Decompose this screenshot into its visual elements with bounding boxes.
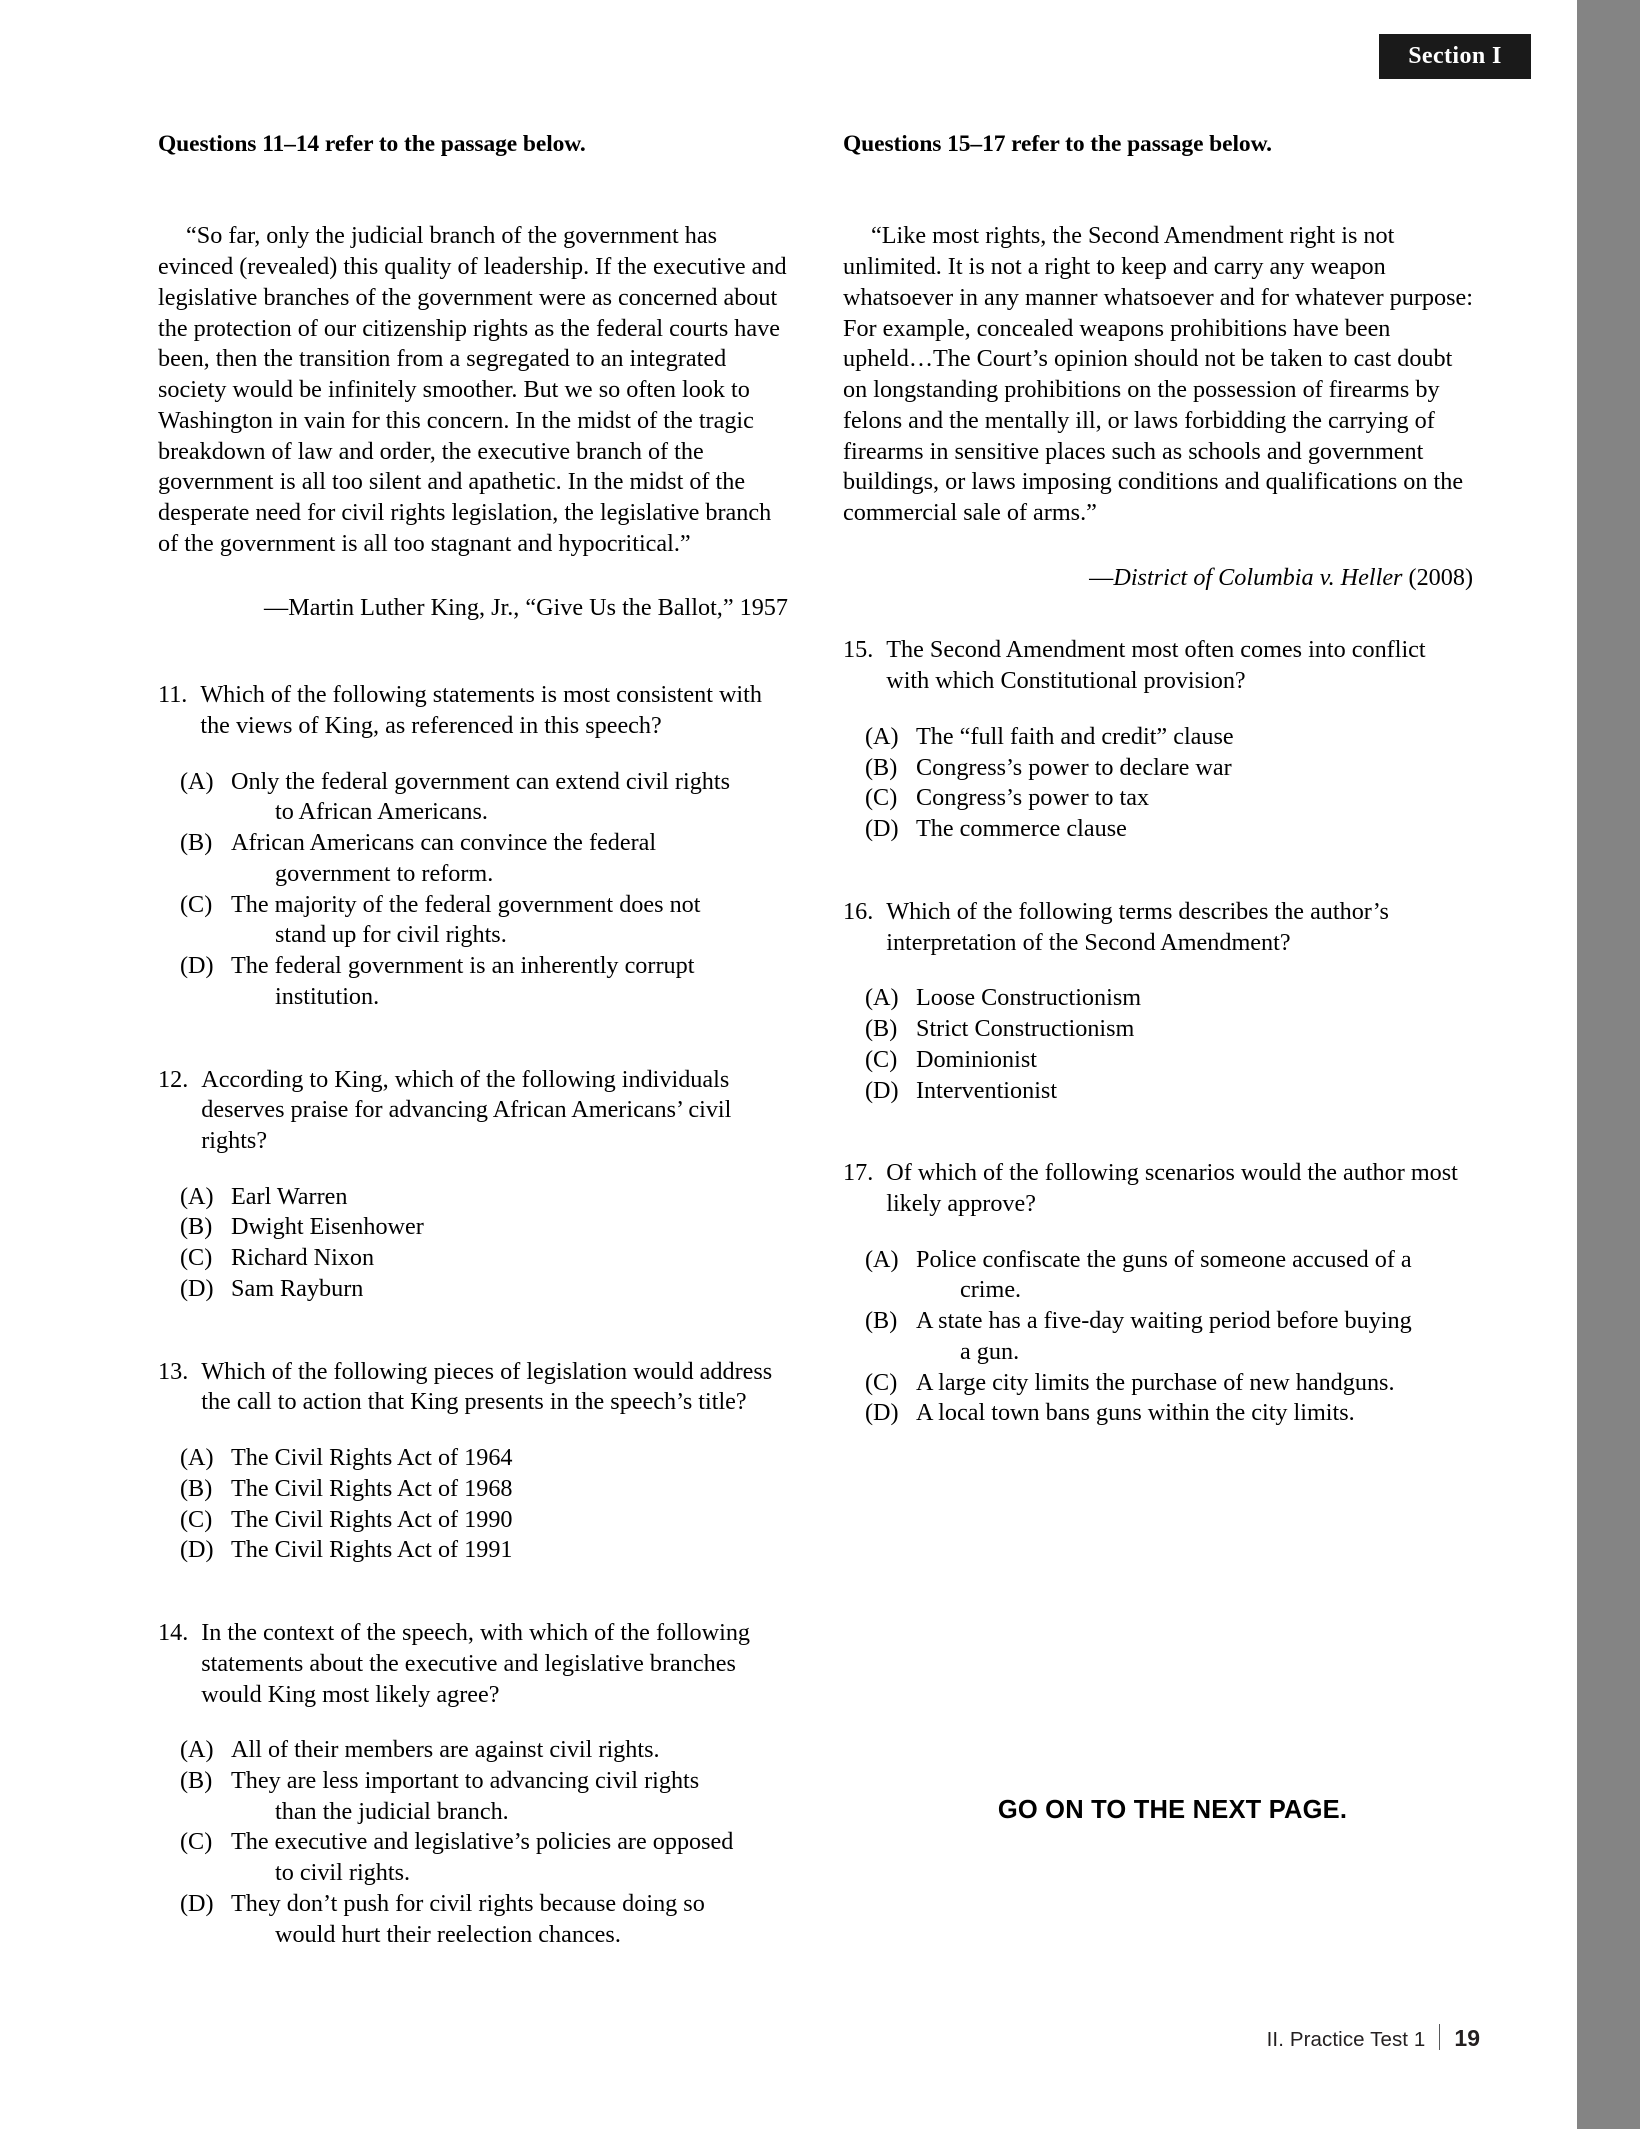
question-block — [843, 635, 1473, 844]
option-letter: (D) — [180, 952, 214, 980]
option-line-2: to civil rights. — [275, 1859, 411, 1887]
option-line-2: than the judicial branch. — [275, 1797, 509, 1825]
answer-option[interactable] — [180, 767, 788, 828]
answer-option[interactable] — [180, 1535, 788, 1566]
question-stem-row — [843, 1158, 1473, 1219]
option-letter: (A) — [180, 1736, 214, 1764]
option-letter: (B) — [180, 1213, 213, 1241]
answer-option[interactable] — [180, 1766, 788, 1827]
question-block — [843, 1158, 1473, 1429]
option-letter: (C) — [180, 1828, 213, 1856]
option-line-2: government to reform. — [275, 859, 494, 887]
question-number: 14. — [158, 1619, 189, 1647]
question-number: 15. — [843, 636, 874, 664]
answer-option[interactable] — [865, 1306, 1473, 1367]
option-letter: (A) — [180, 1444, 214, 1472]
option-text: Dominionist — [916, 1045, 1037, 1073]
left-passage-text: “So far, only the judicial branch of the government has evinced (revealed) this quality of leadership. If the executive and legislative branches of the government were as concerned about the protection of our citizenship rights as the federal courts have been, then the transition from a segregated to an integrated society would be infinitely smoother. But we so often look to Washington in vain for this concern. In the midst of the tragic breakdown of law and order, the executive branch of the government is all too silent and apathetic. In the midst of the desperate need for civil rights legislation, the legislative branch of the government is all too stagnant and hypocritical.” — [158, 222, 787, 557]
answer-option[interactable] — [180, 1243, 788, 1274]
option-text: The Civil Rights Act of 1968 — [231, 1474, 513, 1502]
question-stem: The Second Amendment most often comes into conflict with which Constitutional provision? — [886, 636, 1426, 695]
option-letter: (C) — [865, 784, 898, 812]
question-stem-row — [158, 680, 788, 741]
option-line-1: A state has a five-day waiting period before buying — [916, 1307, 1412, 1335]
answer-option[interactable] — [865, 783, 1473, 814]
question-number: 16. — [843, 897, 874, 925]
right-passage-heading: Questions 15–17 refer to the passage below. — [843, 131, 1272, 157]
question-stem: Of which of the following scenarios would the author most likely approve? — [886, 1159, 1458, 1217]
answer-option[interactable] — [180, 1274, 788, 1305]
go-on-to-next-page-notice: GO ON TO THE NEXT PAGE. — [997, 1796, 1348, 1824]
answer-option[interactable] — [180, 1474, 788, 1505]
right-column — [843, 130, 1473, 1950]
option-letter: (B) — [180, 829, 213, 857]
option-text — [227, 828, 788, 889]
question-stem: Which of the following statements is most consistent with the views of King, as referenced in this speech? — [200, 681, 762, 739]
attribution-year: (2008) — [1402, 563, 1473, 591]
answer-option[interactable] — [180, 1505, 788, 1536]
option-letter: (D) — [865, 815, 899, 843]
answer-option[interactable] — [180, 1827, 788, 1888]
option-line-2: to African Americans. — [275, 798, 488, 826]
answer-option[interactable] — [180, 1212, 788, 1243]
option-text: The Civil Rights Act of 1990 — [231, 1505, 513, 1533]
option-line-2: stand up for civil rights. — [275, 921, 507, 949]
option-text: A large city limits the purchase of new handguns. — [916, 1368, 1395, 1396]
answer-option[interactable] — [865, 753, 1473, 784]
question-block — [843, 897, 1473, 1106]
option-text: Sam Rayburn — [231, 1274, 364, 1302]
answer-option[interactable] — [865, 722, 1473, 753]
option-line-2: institution. — [275, 982, 380, 1010]
option-letter: (C) — [180, 890, 213, 918]
option-letter: (B) — [865, 753, 898, 781]
answer-option[interactable] — [180, 1182, 788, 1213]
page-footer — [900, 2020, 1480, 2052]
question-block — [158, 680, 788, 1012]
option-letter: (D) — [180, 1536, 214, 1564]
option-letter: (C) — [180, 1244, 213, 1272]
option-text: The “full faith and credit” clause — [916, 722, 1234, 750]
option-letter: (D) — [865, 1399, 899, 1427]
question-stem-row — [843, 635, 1473, 696]
question-number: 13. — [158, 1357, 189, 1385]
answer-option[interactable] — [865, 814, 1473, 845]
answer-option[interactable] — [865, 1076, 1473, 1107]
option-letter: (B) — [865, 1015, 898, 1043]
option-line-1: Police confiscate the guns of someone accused of a — [916, 1245, 1412, 1273]
option-text — [227, 767, 788, 828]
answer-option[interactable] — [180, 1889, 788, 1950]
option-line-2: a gun. — [960, 1337, 1020, 1365]
option-line-2: crime. — [960, 1276, 1022, 1304]
answer-option[interactable] — [180, 1735, 788, 1766]
question-stem: Which of the following terms describes the author’s interpretation of the Second Amendment? — [886, 897, 1389, 956]
option-line-1: They are less important to advancing civil rights — [231, 1767, 700, 1795]
question-number: 11. — [158, 681, 188, 709]
option-text: Interventionist — [916, 1076, 1058, 1104]
answer-option[interactable] — [865, 1014, 1473, 1045]
option-letter: (A) — [180, 1182, 214, 1210]
option-letter: (D) — [865, 1076, 899, 1104]
answer-options — [843, 983, 1473, 1106]
option-line-1: The executive and legislative’s policies are opposed — [231, 1828, 734, 1856]
answer-option[interactable] — [865, 1045, 1473, 1076]
option-letter: (A) — [865, 1245, 899, 1273]
answer-option[interactable] — [180, 890, 788, 951]
option-text — [227, 1766, 788, 1827]
attribution-case-name: District of Columbia v. Heller — [1113, 563, 1403, 591]
section-badge: Section I — [1379, 34, 1531, 79]
answer-options — [158, 1735, 788, 1950]
option-text — [227, 890, 788, 951]
right-passage-attribution — [843, 563, 1473, 594]
option-letter: (A) — [865, 722, 899, 750]
option-letter: (A) — [180, 767, 214, 795]
question-number: 17. — [843, 1159, 874, 1187]
left-column — [158, 130, 788, 1950]
question-block — [158, 1065, 788, 1305]
option-text: Earl Warren — [231, 1182, 348, 1210]
question-block — [158, 1618, 788, 1950]
question-stem: In the context of the speech, with which of the following statements about the executive and legislative branches would King most likely agree? — [201, 1619, 751, 1708]
option-line-1: The majority of the federal government does not — [231, 890, 701, 918]
question-stem-row — [158, 1357, 788, 1418]
option-text — [227, 1827, 788, 1888]
option-text — [912, 1306, 1473, 1367]
option-text: Loose Constructionism — [916, 984, 1142, 1012]
option-letter: (C) — [865, 1045, 898, 1073]
option-line-1: African Americans can convince the federal — [231, 829, 657, 857]
answer-option[interactable] — [180, 1443, 788, 1474]
attribution-dash: — — [1089, 563, 1114, 591]
question-stem-row — [843, 897, 1473, 958]
option-text: Congress’s power to declare war — [916, 753, 1232, 781]
option-text: All of their members are against civil rights. — [231, 1736, 660, 1764]
option-line-1: The federal government is an inherently corrupt — [231, 952, 695, 980]
option-text: A local town bans guns within the city limits. — [916, 1399, 1355, 1427]
option-line-1: They don’t push for civil rights because doing so — [231, 1889, 705, 1917]
question-stem-row — [158, 1618, 788, 1710]
answer-options — [158, 767, 788, 1013]
question-block — [158, 1357, 788, 1566]
option-letter: (B) — [180, 1767, 213, 1795]
answer-options — [158, 1182, 788, 1305]
answer-options — [843, 722, 1473, 845]
two-column-body — [158, 130, 1473, 1950]
option-text: Congress’s power to tax — [916, 784, 1150, 812]
footer-divider — [1439, 2024, 1440, 2050]
option-text: The Civil Rights Act of 1991 — [231, 1536, 513, 1564]
option-text: The Civil Rights Act of 1964 — [231, 1444, 513, 1472]
right-edge-gray-bar — [1577, 0, 1640, 2129]
option-letter: (B) — [180, 1474, 213, 1502]
answer-options — [843, 1245, 1473, 1429]
option-letter: (B) — [865, 1307, 898, 1335]
question-number: 12. — [158, 1065, 189, 1093]
option-text: Dwight Eisenhower — [231, 1213, 424, 1241]
right-passage-text: “Like most rights, the Second Amendment right is not unlimited. It is not a right to keep and carry any weapon whatsoever in any manner whatsoever and for whatever purpose: For example, concealed weapons prohibitions have been upheld…The Court’s opinion should not be taken to cast doubt on longstanding prohibitions on the possession of firearms by felons and the mentally ill, or laws forbidding the carrying of firearms in sensitive places such as schools and government buildings, or laws imposing conditions and qualifications on the commercial sale of arms.” — [843, 222, 1473, 526]
question-stem: Which of the following pieces of legislation would address the call to action that King presents in the speech’s title? — [201, 1357, 773, 1416]
question-stem-row — [158, 1065, 788, 1157]
option-letter: (C) — [180, 1505, 213, 1533]
option-text — [227, 1889, 788, 1950]
answer-option[interactable] — [865, 983, 1473, 1014]
question-stem: According to King, which of the following individuals deserves praise for advancing African Americans’ civil rights? — [201, 1065, 732, 1154]
answer-options — [158, 1443, 788, 1566]
answer-option[interactable] — [180, 951, 788, 1012]
option-letter: (A) — [865, 984, 899, 1012]
left-passage-attribution: —Martin Luther King, Jr., “Give Us the Ballot,” 1957 — [264, 594, 788, 622]
option-text — [912, 1245, 1473, 1306]
answer-option[interactable] — [865, 1245, 1473, 1306]
option-text — [227, 951, 788, 1012]
answer-option[interactable] — [865, 1368, 1473, 1399]
option-letter: (D) — [180, 1889, 214, 1917]
footer-breadcrumb: II. Practice Test 1 — [1266, 2028, 1426, 2051]
left-passage-heading: Questions 11–14 refer to the passage below. — [158, 131, 586, 157]
option-text: The commerce clause — [916, 815, 1127, 843]
option-text: Strict Constructionism — [916, 1015, 1135, 1043]
option-letter: (D) — [180, 1274, 214, 1302]
answer-option[interactable] — [865, 1398, 1473, 1429]
option-line-2: would hurt their reelection chances. — [275, 1920, 621, 1948]
option-letter: (C) — [865, 1368, 898, 1396]
option-line-1: Only the federal government can extend civil rights — [231, 767, 731, 795]
answer-option[interactable] — [180, 828, 788, 889]
page-number: 19 — [1454, 2025, 1480, 2051]
option-text: Richard Nixon — [231, 1244, 375, 1272]
